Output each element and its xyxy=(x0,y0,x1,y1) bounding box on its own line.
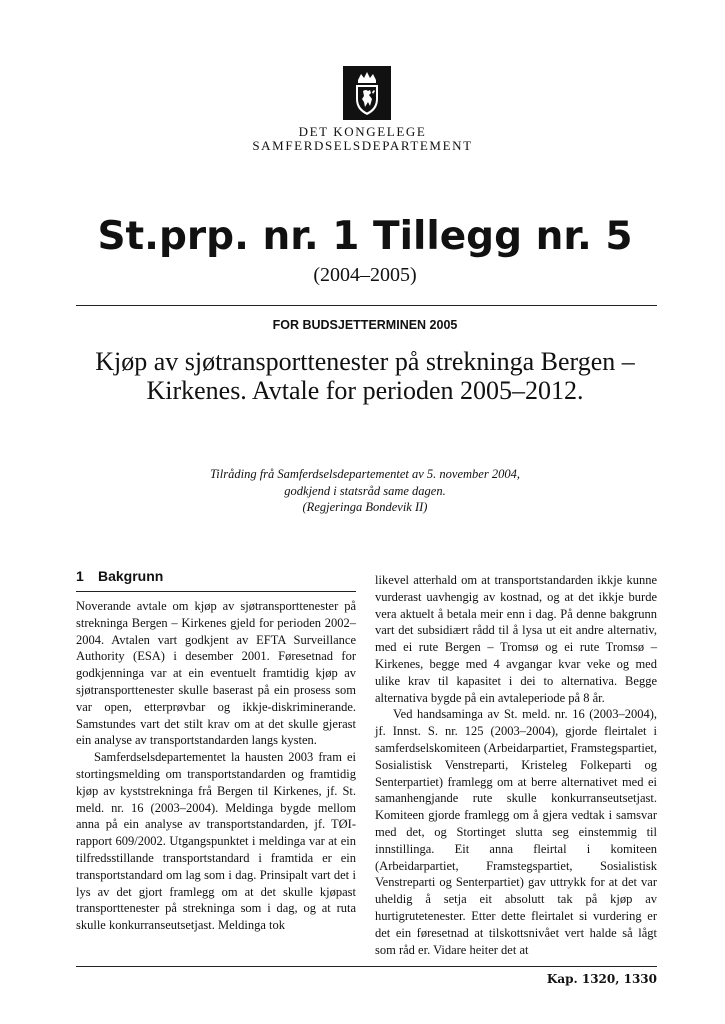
session-year: (2004–2005) xyxy=(313,264,417,286)
recommendation-block xyxy=(80,466,650,516)
chapter-reference: Kap. 1320, 1330 xyxy=(546,972,657,986)
right-paragraph-1: likevel atterhald om at transportstandarden ikkje kunne vurderast uavhengig av kostnad, og at det ikkje burde vera aktuelt å betala meir enn i dag. På denne bakgrunn vart det subsidiært rådd til å lysa ut eit andre alternativ, med ei rute Bergen – Tromsø og ei rute Tromsø – Kirkenes, begge med 4 avgangar kvar veke og med ulike krav til kapasitet i dei to alternativa. Begge alternativa bygde på ein avtaleperiode på 8 år. xyxy=(375,573,657,705)
crown-lion-icon xyxy=(343,66,391,120)
bottom-divider xyxy=(76,966,657,967)
recommendation-line3: (Regjeringa Bondevik II) xyxy=(302,500,428,514)
left-paragraph-1: Noverande avtale om kjøp av sjøtransporttenester på strekninga Bergen – Kirkenes gjeld for perioden 2002–2004. Avtalen vart godkjent av EFTA Surveillance Authority (ESA) i desember 2001. Føresetnad for godkjenninga var at ein eventuelt framtidig kjøp av sjøtransporttenester skulle baserast på ein prosess som var open, etterprøvbar og ikkje-diskriminerande. Samstundes vart det stilt krav om at det skulle gjerast ein analyse av transportstandarden langs kysten. xyxy=(76,599,356,748)
section-divider xyxy=(76,591,356,592)
right-paragraph-2: Ved handsaminga av St. meld. nr. 16 (2003–2004), jf. Innst. S. nr. 125 (2003–2004), gjorde fleirtalet i samferdselskomiteen (Arbeidarpartiet, Framstegspartiet, Sosialistisk Venstreparti, Kristeleg Folkeparti og Senterpartiet) framlegg om at berre alternativet med ei samanhengjande rute skulle konkurranseutsetjast. Komiteen gjorde framlegg om å gjera vedtak i samsvar med det, og Stortinget slutta seg einstemmig til innstillinga. Eit anna fleirtal i komiteen (Arbeidarpartiet, Framstegspartiet, Sosialistisk Venstreparti og Senterpartiet) gav uttrykk for at det var uheldig å setja eit absolutt tak på kjøp av hurtigrutetenester. Etter dette fleirtalet si vurdering er det ein føresetnad at tilskottsnivået vert halde så lågt som råd er. Vidare heiter det at xyxy=(375,707,657,957)
left-column xyxy=(76,598,356,934)
document-title: St.prp. nr. 1 Tillegg nr. 5 xyxy=(97,214,633,259)
top-divider xyxy=(76,305,657,306)
right-column xyxy=(375,572,657,958)
section-title: Bakgrunn xyxy=(98,568,164,584)
department-name-line2: SAMFERDSELSDEPARTEMENT xyxy=(252,138,473,153)
document-subtitle: Kjøp av sjøtransporttenester på strekninga Bergen – Kirkenes. Avtale for perioden 2005–2012. xyxy=(95,347,635,405)
recommendation-line1: Tilråding frå Samferdselsdepartementet av 5. november 2004, xyxy=(210,467,520,481)
left-paragraph-2: Samferdselsdepartementet la hausten 2003 fram ei stortingsmelding om transportstandarden og framtidig kjøp av kyststrekninga frå Bergen til Kirkenes, jf. St. meld. nr. 16 (2003–2004). Meldinga bygde mellom anna på ein analyse av transportstandarden, jf. TØI-rapport 609/2002. Utgangspunktet i meldinga var at ein tilfredsstillande transportstandard i framtida er ein transportstandard om lag som i dag. Prinsipalt vart det i lys av det gjort framlegg om at det skulle kjøpast transporttenester på strekninga som i dag, og at ruta skulle konkurranseutsetjast. Meldinga tok xyxy=(76,750,356,933)
section-heading xyxy=(76,568,163,584)
budget-term: FOR BUDSJETTERMINEN 2005 xyxy=(272,318,458,332)
recommendation-line2: godkjend i statsråd same dagen. xyxy=(284,483,446,498)
department-name-line1: DET KONGELEGE xyxy=(298,124,427,139)
section-number: 1 xyxy=(76,568,84,584)
coat-of-arms-logo xyxy=(343,66,391,120)
